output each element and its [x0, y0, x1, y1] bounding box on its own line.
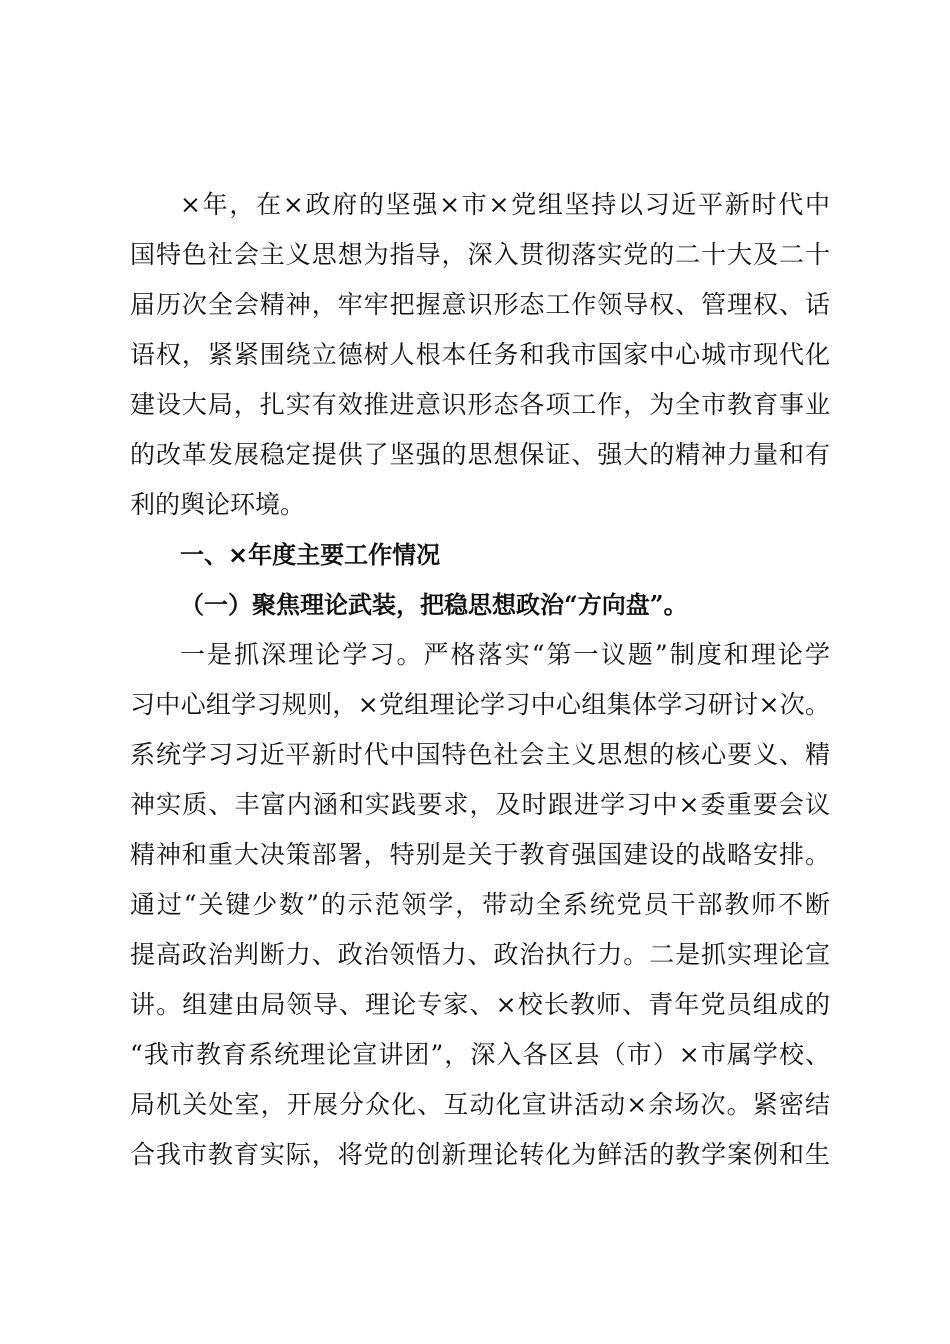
paragraph-line: 届历次全会精神，牢牢把握意识形态工作领导权、管理权、话 [130, 290, 830, 319]
paragraph-line: 语权，紧紧围绕立德树人根本任务和我市国家中心城市现代化 [130, 340, 830, 369]
paragraph-line: “我市教育系统理论宣讲团”，深入各区县（市）×市属学校、 [130, 1040, 830, 1069]
paragraph-line: 建设大局，扎实有效推进意识形态各项工作，为全市教育事业 [130, 390, 830, 419]
paragraph-line: ×年，在×政府的坚强×市×党组坚持以习近平新时代中 [180, 190, 830, 219]
paragraph-line: 一是抓深理论学习。严格落实“第一议题”制度和理论学 [180, 640, 830, 669]
paragraph-line: 局机关处室，开展分众化、互动化宣讲活动×余场次。紧密结 [130, 1090, 830, 1119]
intro-paragraph [130, 180, 830, 530]
paragraph-line: 利的舆论环境。 [130, 490, 306, 519]
paragraph-line: 的改革发展稳定提供了坚强的思想保证、强大的精神力量和有 [130, 440, 830, 469]
paragraph-line: 神实质、丰富内涵和实践要求，及时跟进学习中×委重要会议 [130, 790, 830, 819]
subsection-heading: （一）聚焦理论武装，把稳思想政治“方向盘”。 [180, 590, 688, 619]
paragraph-line: 系统学习习近平新时代中国特色社会主义思想的核心要义、精 [130, 740, 830, 769]
paragraph-line: 习中心组学习规则，×党组理论学习中心组集体学习研讨×次。 [130, 690, 830, 719]
section-heading: 一、×年度主要工作情况 [180, 541, 441, 569]
body-paragraph [130, 630, 830, 1180]
paragraph-line: 精神和重大决策部署，特别是关于教育强国建设的战略安排。 [130, 840, 830, 869]
paragraph-line: 通过“关键少数”的示范领学，带动全系统党员干部教师不断 [130, 890, 830, 919]
document-body [130, 180, 830, 1180]
paragraph-line: 提高政治判断力、政治领悟力、政治执行力。二是抓实理论宣 [130, 940, 830, 969]
paragraph-line: 国特色社会主义思想为指导，深入贯彻落实党的二十大及二十 [130, 240, 830, 269]
paragraph-line: 讲。组建由局领导、理论专家、×校长教师、青年党员组成的 [130, 990, 830, 1019]
paragraph-line: 合我市教育实际，将党的创新理论转化为鲜活的教学案例和生 [130, 1140, 830, 1169]
